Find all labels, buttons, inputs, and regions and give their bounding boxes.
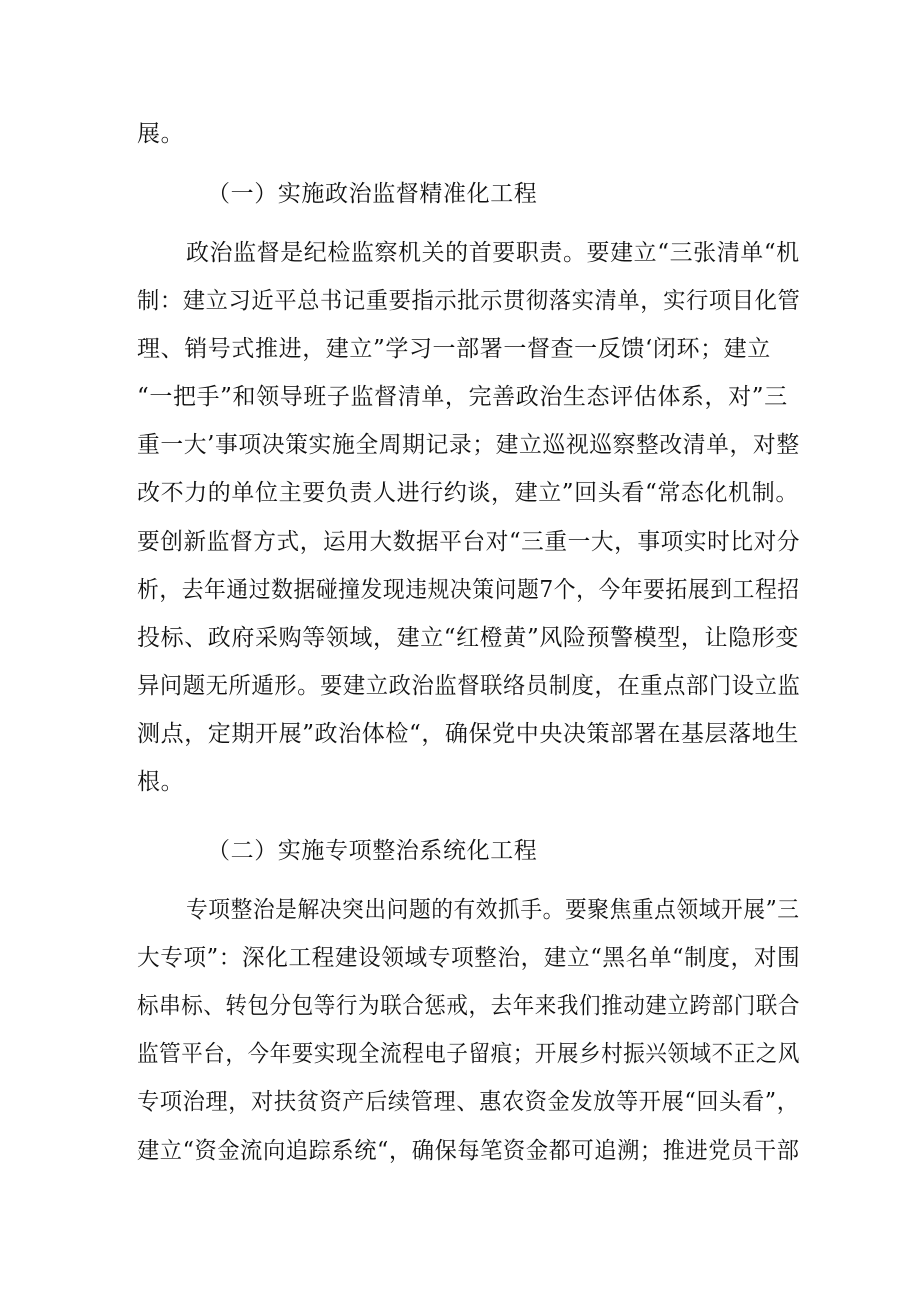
paragraph-1-line: 异问题无所遁形。要建立政治监督联络员制度，在重点部门设立监 bbox=[137, 673, 801, 699]
paragraph-1-line: 根。 bbox=[137, 769, 185, 795]
paragraph-2-line: 建立“资金流向追踪系统“，确保每笔资金都可追溯；推进党员干部 bbox=[137, 1138, 800, 1164]
paragraph-1-line: 制：建立习近平总书记重要指示批示贯彻落实清单，实行项目化管 bbox=[137, 288, 801, 314]
paragraph-2-line: 专项治理，对扶贫资产后续管理、惠农资金发放等开展“回头看”， bbox=[137, 1089, 800, 1115]
paragraph-1-line: 析，去年通过数据碰撞发现违规决策问题7个，今年要拓展到工程招 bbox=[137, 577, 800, 603]
paragraph-1-line: 投标、政府采购等领域，建立“红橙黄”风险预警模型，让隐形变 bbox=[137, 625, 799, 651]
paragraph-1-line: 政治监督是纪检监察机关的首要职责。要建立“三张清单“机 bbox=[186, 240, 800, 266]
section-heading-2: （二）实施专项整治系统化工程 bbox=[207, 838, 538, 864]
paragraph-1-line: 要创新监督方式，运用大数据平台对“三重一大，事项实时比对分 bbox=[137, 529, 801, 555]
paragraph-1-line: 理、销号式推进，建立”学习一部署一督查一反馈‘闭环；建立 bbox=[137, 336, 771, 362]
paragraph-1-line: “一把手”和领导班子监督清单，完善政治生态评估体系，对”三 bbox=[137, 384, 788, 410]
paragraph-2-line: 大专项”：深化工程建设领域专项整治，建立“黑名单“制度，对围 bbox=[137, 945, 801, 971]
paragraph-1-line: 重一大’事项决策实施全周期记录；建立巡视巡察整改清单，对整 bbox=[137, 432, 800, 458]
paragraph-2-line: 监管平台，今年要实现全流程电子留痕；开展乡村振兴领域不正之风 bbox=[137, 1041, 800, 1067]
paragraph-1-line: 测点，定期开展”政治体检“，确保党中央决策部署在基层落地生 bbox=[137, 721, 799, 747]
paragraph-2-line: 标串标、转包分包等行为联合惩戒，去年来我们推动建立跨部门联合 bbox=[137, 993, 800, 1019]
paragraph-2-line: 专项整治是解决突出问题的有效抓手。要聚焦重点领域开展”三 bbox=[186, 897, 800, 923]
section-heading-1: （一）实施政治监督精准化工程 bbox=[207, 181, 538, 207]
text-line: 展。 bbox=[137, 121, 185, 147]
paragraph-1-line: 改不力的单位主要负责人进行约谈，建立”回头看“常态化机制。 bbox=[137, 480, 799, 506]
